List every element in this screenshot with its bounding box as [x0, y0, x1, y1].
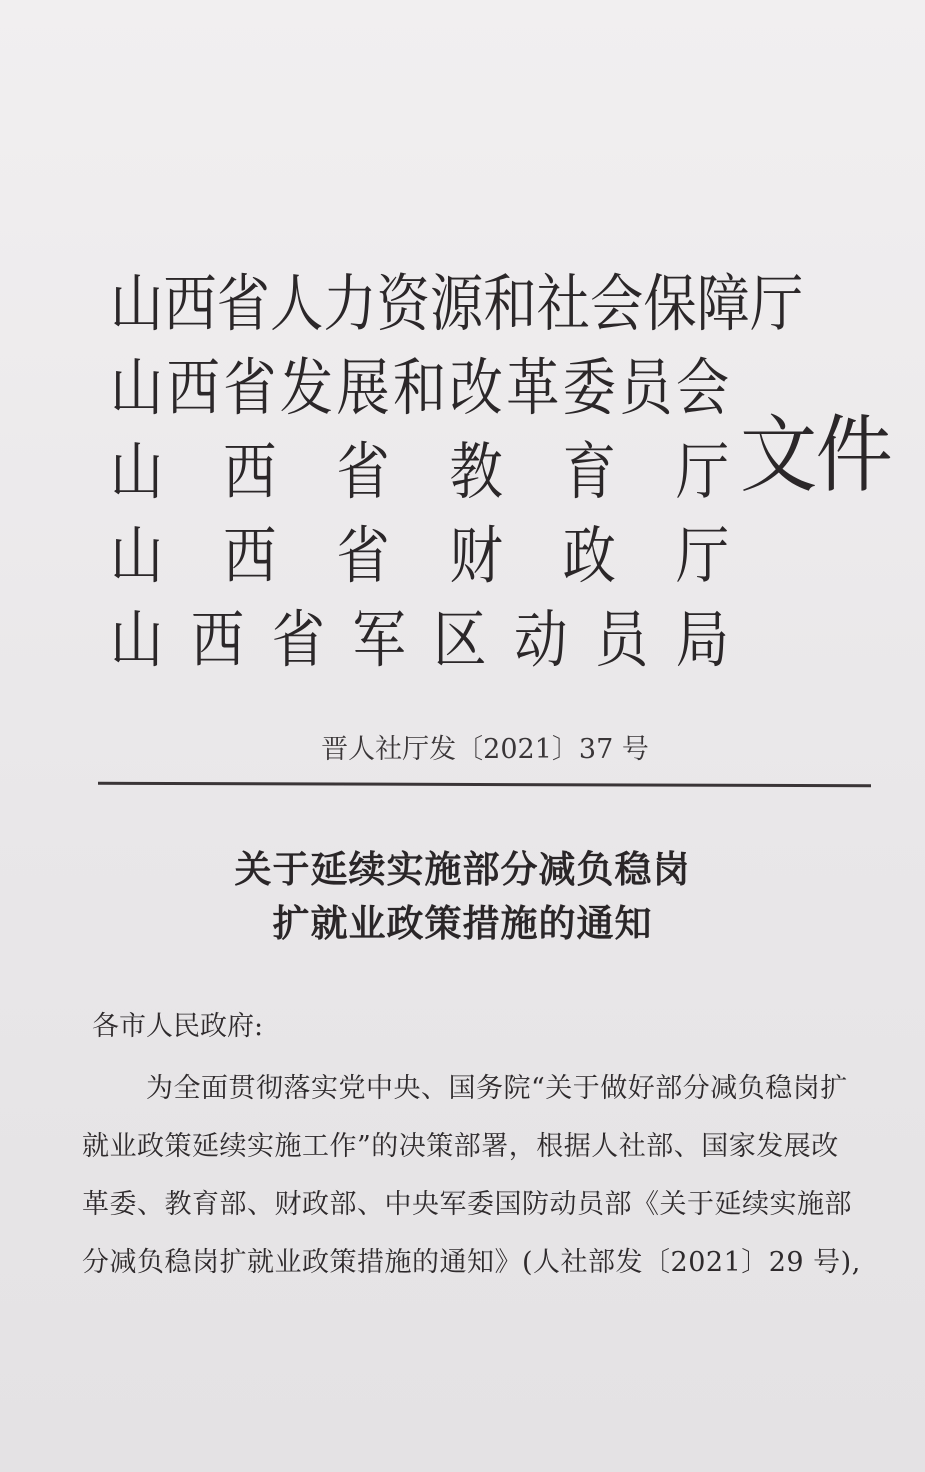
authority-char: 源 [430, 267, 484, 340]
salutation: 各市人民政府: [92, 1011, 264, 1042]
header-divider [98, 782, 871, 787]
authority-char: 厅 [675, 519, 730, 592]
authority-char: 力 [323, 267, 377, 340]
authority-char: 军 [352, 603, 406, 676]
authority-char: 局 [675, 603, 730, 676]
authority-char: 保 [643, 267, 697, 340]
body-line: 就业政策延续实施工作”的决策部署，根据人社部、国家发展改 [82, 1131, 839, 1162]
authority-char: 社 [536, 267, 591, 340]
authority-line [110, 262, 804, 346]
authority-char: 育 [562, 435, 617, 508]
title-line-1: 关于延续实施部分减负稳岗 [234, 847, 691, 891]
body-line: 革委、教育部、财政部、中央军委国防动员部《关于延续实施部 [82, 1189, 852, 1220]
document-label: 文件 [740, 406, 891, 504]
authority-char: 西 [166, 351, 220, 424]
authority-char: 省 [223, 351, 277, 424]
authority-char: 人 [270, 267, 324, 340]
authority-line [110, 430, 729, 514]
authority-char: 员 [619, 351, 673, 424]
authority-char: 厅 [675, 435, 730, 508]
authority-char: 省 [336, 435, 390, 508]
authority-char: 和 [483, 267, 537, 340]
authority-char: 会 [675, 351, 730, 424]
issuing-authorities [110, 262, 804, 682]
authority-char: 区 [433, 603, 487, 676]
authority-char: 厅 [750, 267, 804, 340]
authority-char: 山 [110, 351, 164, 424]
authority-line [110, 514, 729, 598]
authority-char: 教 [449, 435, 503, 508]
authority-char: 革 [506, 351, 560, 424]
authority-char: 员 [594, 603, 649, 676]
body-paragraph [82, 1060, 892, 1292]
body-line: 为全面贯彻落实党中央、国务院“关于做好部分减负稳岗扩 [146, 1073, 848, 1104]
authority-char: 财 [449, 519, 503, 592]
authority-char: 和 [392, 351, 447, 424]
authority-char: 山 [110, 519, 164, 592]
authority-char: 委 [562, 351, 617, 424]
authority-char: 山 [110, 267, 164, 340]
authority-char: 西 [190, 603, 245, 676]
authority-char: 省 [216, 267, 271, 340]
authority-char: 动 [514, 603, 568, 676]
authority-char: 山 [110, 435, 164, 508]
authority-line [110, 346, 729, 430]
authority-line [110, 598, 729, 682]
authority-char: 发 [279, 351, 334, 424]
authority-char: 障 [696, 267, 751, 340]
authority-char: 会 [590, 267, 644, 340]
authority-char: 资 [376, 267, 431, 340]
authority-char: 山 [110, 603, 164, 676]
authority-char: 西 [223, 519, 277, 592]
authority-char: 省 [336, 519, 390, 592]
authority-char: 政 [562, 519, 617, 592]
body-line: 分减负稳岗扩就业政策措施的通知》(人社部发〔2021〕29 号), [82, 1247, 861, 1278]
document-title [0, 842, 925, 950]
authority-char: 展 [336, 351, 390, 424]
document-number: 晋人社厅发〔2021〕37 号 [321, 734, 649, 765]
authority-char: 西 [223, 435, 277, 508]
authority-char: 省 [271, 603, 325, 676]
authority-char: 改 [449, 351, 503, 424]
title-line-2: 扩就业政策措施的通知 [272, 901, 653, 945]
authority-char: 西 [163, 267, 217, 340]
